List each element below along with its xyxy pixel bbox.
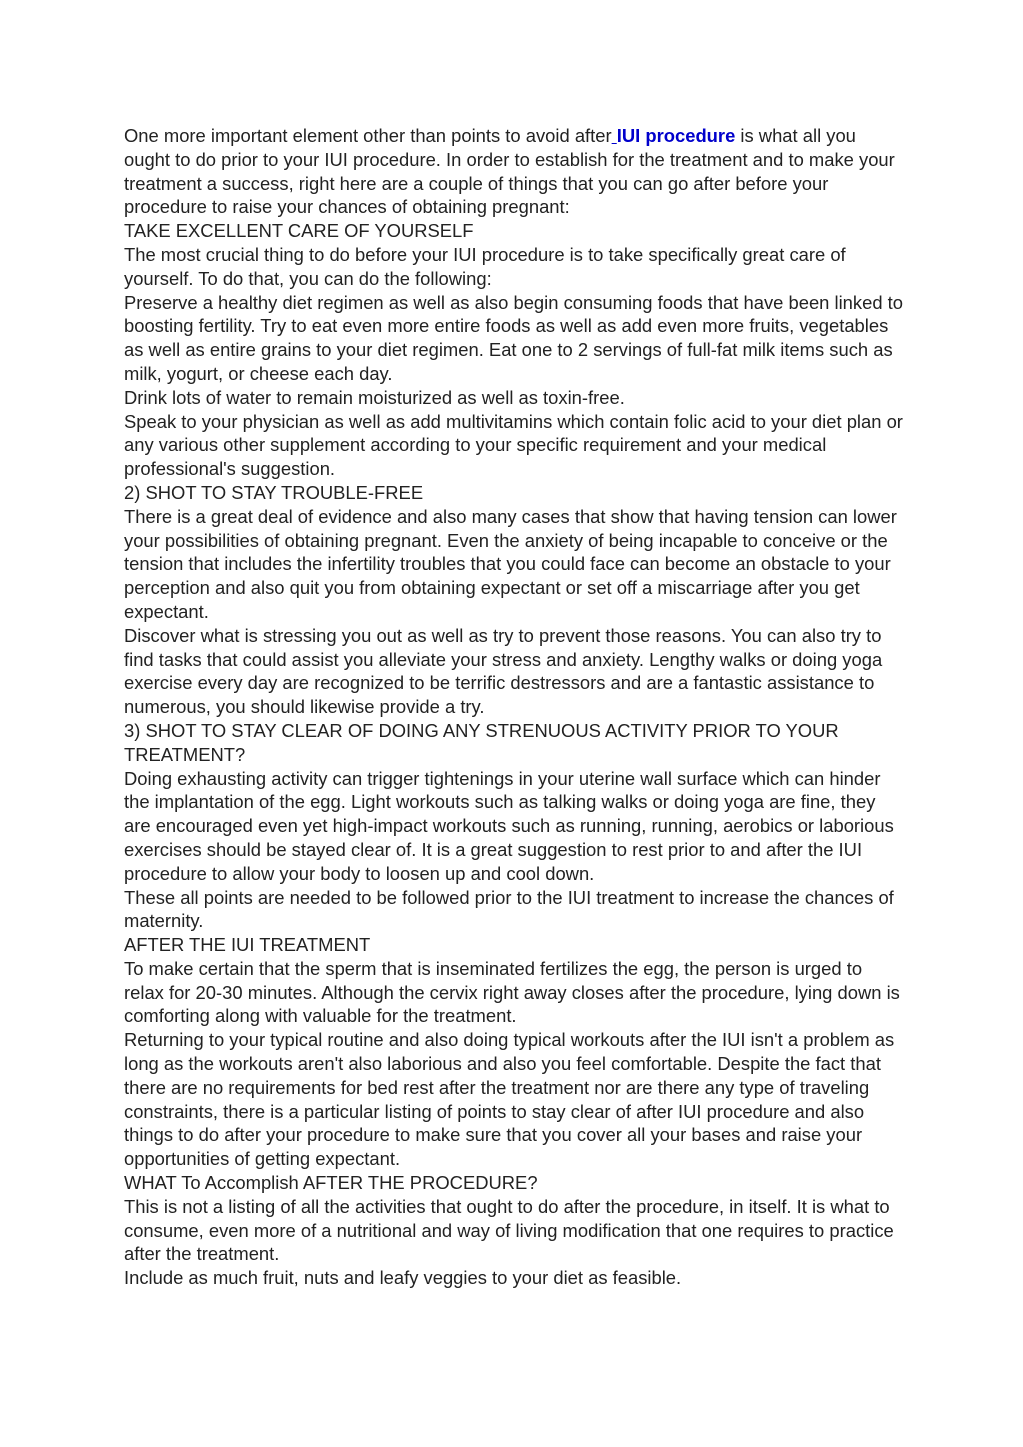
intro-paragraph <box>124 124 904 219</box>
paragraph-vitamins: Speak to your physician as well as add multivitamins which contain folic acid to your diet plan or any various other supplement according to your specific requirement and your medical professional's suggestion. <box>124 410 903 480</box>
paragraph-tension: There is a great deal of evidence and also many cases that show that having tension can lower your possibilities of obtaining pregnant. Even the anxiety of being incapable to conceive or the tension that includes the infertility troubles that you could face can become an obstacle to your perception and also quit you from obtaining expectant or set off a miscarriage after you get expectant. <box>124 505 897 622</box>
heading-what-to-accomplish: WHAT To Accomplish AFTER THE PROCEDURE? <box>124 1172 538 1194</box>
paragraph-stress: Discover what is stressing you out as well as try to prevent those reasons. You can also try to find tasks that could assist you alleviate your stress and anxiety. Lengthy walks or doing yoga exercise every day are recognized to be terrific destressors and are a fantastic assistance to numerous, you should likewise provide a try. <box>124 624 883 718</box>
paragraph-water: Drink lots of water to remain moisturized as well as toxin-free. <box>124 386 625 408</box>
intro-text-before-link: One more important element other than points to avoid after <box>124 125 612 146</box>
iui-procedure-link[interactable]: IUI procedure <box>616 125 736 146</box>
paragraph-points-followed: These all points are needed to be followed prior to the IUI treatment to increase the chances of maternity. <box>124 886 894 932</box>
paragraph-activity: Doing exhausting activity can trigger tightenings in your uterine wall surface which can hinder the implantation of the egg. Light workouts such as talking walks or doing yoga are fine, they are encouraged even yet high-impact workouts such as running, running, aerobics or laborious exercises should be stayed clear of. It is a great suggestion to rest prior to and after the IUI procedure to allow your body to loosen up and cool down. <box>124 767 894 884</box>
paragraph-fruit-nuts: Include as much fruit, nuts and leafy veggies to your diet as feasible. <box>124 1267 682 1289</box>
paragraph-routine: Returning to your typical routine and also doing typical workouts after the IUI isn't a problem as long as the workouts aren't also laborious and also you feel comfortable. Despite the fact that there are no requirements for bed rest after the treatment nor are there any type of traveling constraints, there is a particular listing of points to stay clear of after IUI procedure and also things to do after your procedure to make sure that you cover all your bases and raise your opportunities of getting expectant. <box>124 1029 895 1170</box>
heading-take-care: TAKE EXCELLENT CARE OF YOURSELF <box>124 220 474 242</box>
heading-strenuous-activity: 3) SHOT TO STAY CLEAR OF DOING ANY STRENUOUS ACTIVITY PRIOR TO YOUR TREATMENT? <box>124 719 839 765</box>
heading-after-treatment: AFTER THE IUI TREATMENT <box>124 934 371 956</box>
paragraph-take-care: The most crucial thing to do before your IUI procedure is to take specifically great care of yourself. To do that, you can do the following: <box>124 243 846 289</box>
paragraph-relax: To make certain that the sperm that is inseminated fertilizes the egg, the person is urged to relax for 20-30 minutes. Although the cervix right away closes after the procedure, lying down is comforting along with valuable for the treatment. <box>124 957 900 1027</box>
document-body <box>124 124 904 1290</box>
heading-stay-trouble-free: 2) SHOT TO STAY TROUBLE-FREE <box>124 481 424 503</box>
paragraph-not-a-listing: This is not a listing of all the activities that ought to do after the procedure, in itself. It is what to consume, even more of a nutritional and way of living modification that one requires to practice after the treatment. <box>124 1195 894 1265</box>
paragraph-diet: Preserve a healthy diet regimen as well as also begin consuming foods that have been linked to boosting fertility. Try to eat even more entire foods as well as add even more fruits, vegetables as well as entire grains to your diet regimen. Eat one to 2 servings of full-fat milk items such as milk, yogurt, or cheese each day. <box>124 291 904 384</box>
intro-text-after-link: is what all you ought to do prior to your IUI procedure. In order to establish for the treatment and to make your treatment a success, right here are a couple of things that you can go after before your procedure to raise your chances of obtaining pregnant: <box>124 125 895 218</box>
